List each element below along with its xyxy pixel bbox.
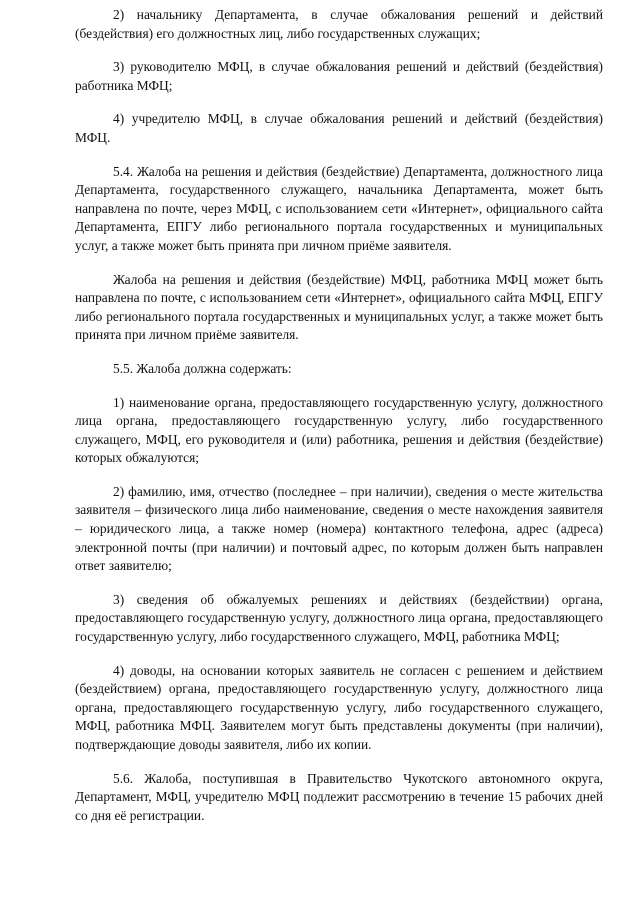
paragraph-5-6-review-period: 5.6. Жалоба, поступившая в Правительство Чукотского автономного округа, Департамент, МФЦ, учредителю МФЦ подлежит рассмотрению в течение 15 рабочих дней со дня её регистрации.	[75, 770, 603, 823]
paragraph-complaint-to-mfc-head: 3) руководителю МФЦ, в случае обжалования решений и действий (бездействия) работника МФЦ;	[75, 59, 603, 93]
paragraph-item-3-appealed-decisions: 3) сведения об обжалуемых решениях и действиях (бездействии) органа, предоставляющего государственную услугу, должностного лица органа, предоставляющего государственную услугу, либо государственного служащего, МФЦ, работника МФЦ;	[75, 591, 603, 645]
paragraph-item-1-authority-name: 1) наименование органа, предоставляющего государственную услугу, должностного лица органа, предоставляющего государственную услугу, либо государственного служащего, МФЦ, его руководителя и (или) работника, решения и действия (бездействие) которых обжалуются;	[75, 394, 603, 466]
paragraph-5-5-complaint-contents: 5.5. Жалоба должна содержать:	[113, 360, 292, 376]
paragraph-mfc-complaint-channels: Жалоба на решения и действия (бездействие) МФЦ, работника МФЦ может быть направлена по почте, с использованием сети «Интернет», официального сайта МФЦ, ЕПГУ либо регионального портала государственных и муниципальных услуг, а также может быть принята при личном приёме заявителя.	[75, 271, 603, 343]
document-body	[75, 6, 603, 840]
paragraph-complaint-to-mfc-founder: 4) учредителю МФЦ, в случае обжалования решений и действий (бездействия) МФЦ.	[75, 111, 603, 145]
paragraph-item-4-arguments: 4) доводы, на основании которых заявитель не согласен с решением и действием (бездействием) органа, предоставляющего государственную услугу, должностного лица органа, предоставляющего государственную услугу, либо государственного служащего, МФЦ, работника МФЦ. Заявителем могут быть представлены документы (при наличии), подтверждающие доводы заявителя, либо их копии.	[75, 662, 603, 752]
paragraph-item-2-applicant-details: 2) фамилию, имя, отчество (последнее – при наличии), сведения о месте жительства заявителя – физического лица либо наименование, сведения о месте нахождения заявителя – юридического лица, а также номер (номера) контактного телефона, адрес (адреса) электронной почты (при наличии) и почтовый адрес, по которым должен быть направлен ответ заявителю;	[75, 483, 603, 574]
paragraph-complaint-to-department-head: 2) начальнику Департамента, в случае обжалования решений и действий (бездействия) его должностных лиц, либо государственных служащих;	[75, 7, 603, 41]
paragraph-5-4-submission-channels: 5.4. Жалоба на решения и действия (бездействие) Департамента, должностного лица Департамента, государственного служащего, начальника Департамента, может быть направлена по почте, через МФЦ, с использованием сети «Интернет», официального сайта Департамента, ЕПГУ либо регионального портала государственных и муниципальных услуг, а также может быть принята при личном приёме заявителя.	[75, 163, 603, 253]
